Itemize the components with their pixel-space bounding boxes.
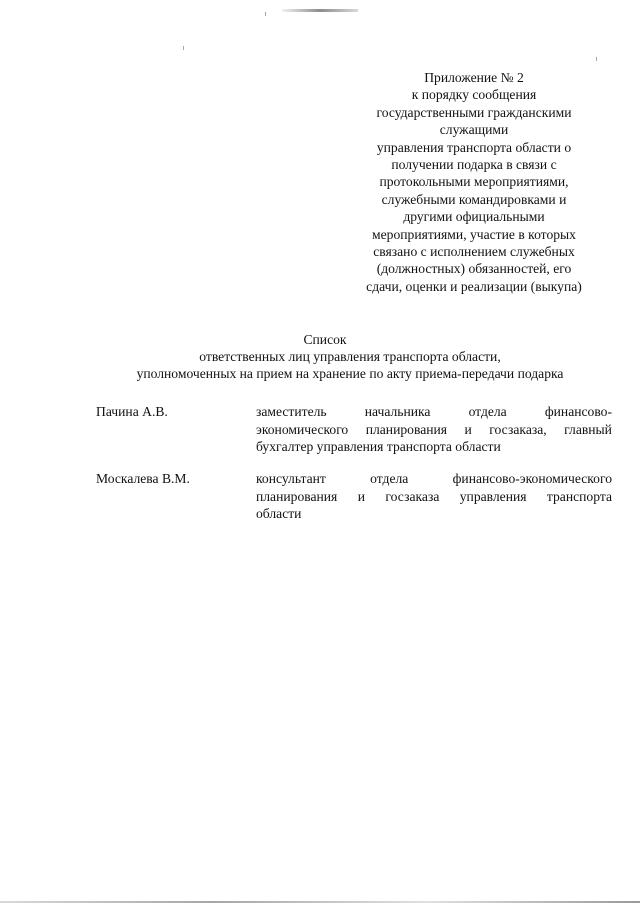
scan-artifact-top: [282, 9, 358, 12]
appendix-line: связано с исполнением служебных: [373, 244, 575, 260]
scan-artifact-bottom: [0, 901, 640, 903]
role-line: бухгалтер управления транспорта области: [256, 439, 501, 455]
appendix-line: служащими: [439, 122, 509, 138]
role-word: планирования: [256, 488, 338, 504]
role-word: и: [357, 488, 365, 504]
appendix-line: протокольными мероприятиями,: [379, 174, 569, 190]
role-line: [256, 403, 612, 421]
appendix-line: Приложение № 2: [424, 70, 524, 85]
list-title: Список: [303, 332, 347, 347]
role-word: финансово-: [544, 404, 612, 419]
list-subtitle-line: уполномоченных на прием на хранение по акту приема-передачи подарка: [136, 366, 564, 381]
role-line: [256, 421, 612, 439]
appendix-note: [342, 69, 606, 295]
person-name: Пачина А.В.: [96, 404, 168, 419]
list-subtitle: [90, 348, 610, 382]
role-word: начальника: [364, 404, 431, 419]
role-word: консультант: [256, 471, 326, 486]
role-line: [256, 470, 612, 488]
appendix-line: государственными гражданскими: [376, 104, 572, 120]
role-word: транспорта: [546, 488, 612, 504]
person-name: Москалева В.М.: [96, 471, 190, 486]
role-word: финансово-экономического: [452, 471, 612, 486]
role-word: экономического: [256, 421, 349, 437]
role-word: главный: [564, 421, 612, 437]
role-word: госзаказа: [385, 488, 440, 504]
role-line: [256, 488, 612, 506]
role-word: отдела: [370, 471, 409, 486]
role-word: управления: [459, 488, 527, 504]
scan-artifact-dot: [265, 12, 266, 16]
appendix-line: служебными командировками и: [381, 191, 567, 207]
person-role: [256, 403, 612, 456]
appendix-line: к порядку сообщения: [411, 87, 537, 103]
scan-artifact-dot: [596, 57, 597, 61]
scan-artifact-dot: [183, 46, 184, 50]
appendix-line: (должностных) обязанностей, его: [376, 261, 572, 277]
appendix-line: управления транспорта области о: [376, 139, 572, 155]
role-word: заместитель: [256, 404, 327, 419]
appendix-line: получении подарка в связи с: [391, 157, 557, 173]
role-word: отдела: [468, 404, 507, 419]
person-role: [256, 470, 612, 523]
appendix-line: другими официальными: [403, 209, 545, 225]
appendix-line: сдачи, оценки и реализации (выкупа): [366, 278, 582, 294]
role-word: планирования: [365, 421, 448, 437]
role-word: госзаказа,: [489, 421, 547, 437]
role-word: и: [464, 421, 472, 437]
role-line: области: [256, 506, 302, 522]
appendix-line: мероприятиями, участие в которых: [372, 226, 576, 242]
list-subtitle-line: ответственных лиц управления транспорта области,: [199, 349, 501, 364]
